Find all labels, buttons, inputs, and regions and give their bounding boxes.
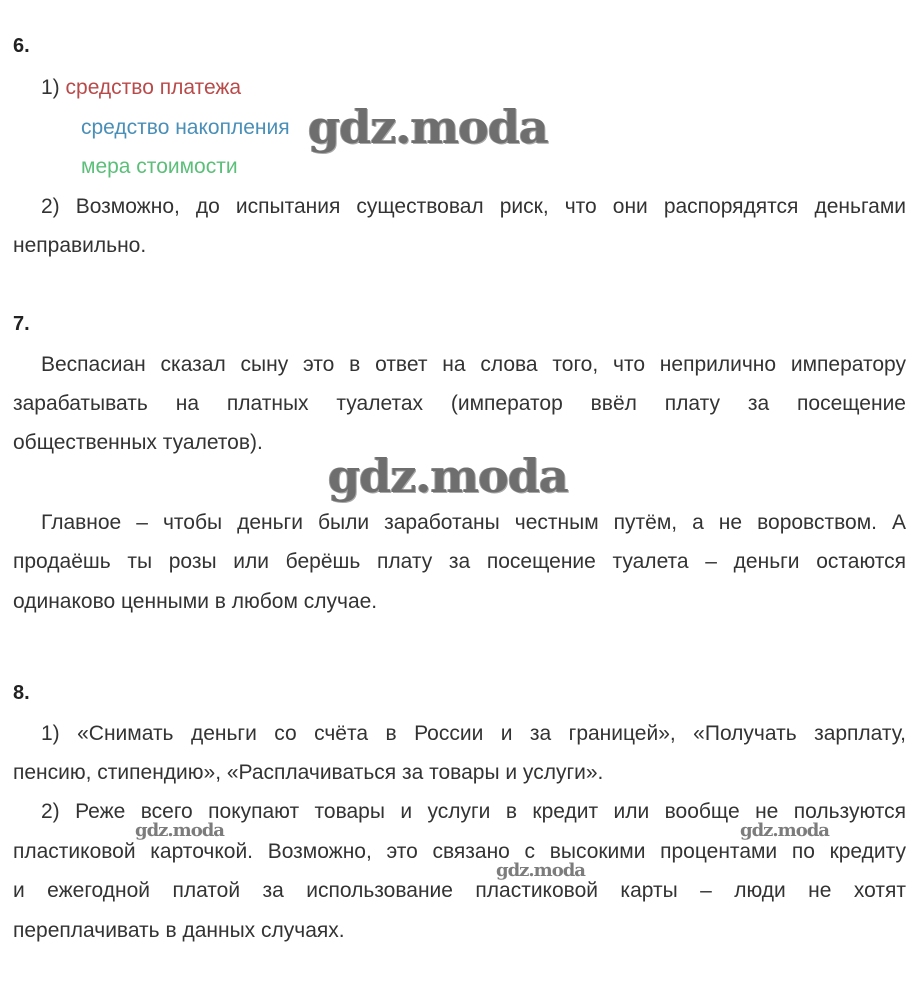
watermark-logo: gdz.moda [328,449,568,503]
watermark-logo: gdz.moda [740,820,829,841]
section-number-7: 7. [13,313,30,335]
s8-p2-line1: 2) Реже всего покупают товары и услуги в кредит или вообще не пользуются [41,800,906,823]
s8-p1-line1: 1) «Снимать деньги со счёта в России и за границей», «Получать зарплату, [41,722,906,745]
s7-p1-line1: Веспасиан сказал сыну это в ответ на слова того, что неприлично императору [41,353,906,376]
s7-p2-line3: одинаково ценными в любом случае. [13,590,378,613]
section-number-8: 8. [13,682,30,704]
section-number-6: 6. [13,35,30,57]
s7-p2-line2: продаёшь ты розы или берёшь плату за посещение туалета – деньги остаются [13,550,906,573]
s6-item1-sub1: средство накопления [81,116,290,139]
s6-item2-line1: 2) Возможно, до испытания существовал риск, что они распорядятся деньгами [41,195,906,218]
s6-item1-sub2: мера стоимости [81,155,238,178]
s7-p1-line2: зарабатывать на платных туалетах (император ввёл плату за посещение [13,392,906,415]
s7-p2-line1: Главное – чтобы деньги были заработаны честным путём, а не воровством. А [41,511,906,534]
watermark-logo: gdz.moda [496,860,585,881]
s6-item1 [41,75,241,101]
s6-item1-label: средство платежа [65,76,242,99]
s8-p1-line2: пенсию, стипендию», «Расплачиваться за товары и услуги». [13,761,604,784]
s8-p2-line4: переплачивать в данных случаях. [13,919,345,942]
s8-p2-line3: и ежегодной платой за использование пластиковой карты – люди не хотят [13,879,906,902]
s6-item2-line2: неправильно. [13,234,147,257]
watermark-logo: gdz.moda [135,820,224,841]
watermark-logo: gdz.moda [308,100,548,154]
s6-item1-prefix: 1) [41,76,66,99]
s8-p2-line2: пластиковой карточкой. Возможно, это связано с высокими процентами по кредиту [13,840,906,863]
s7-p1-line3: общественных туалетов). [13,431,263,454]
